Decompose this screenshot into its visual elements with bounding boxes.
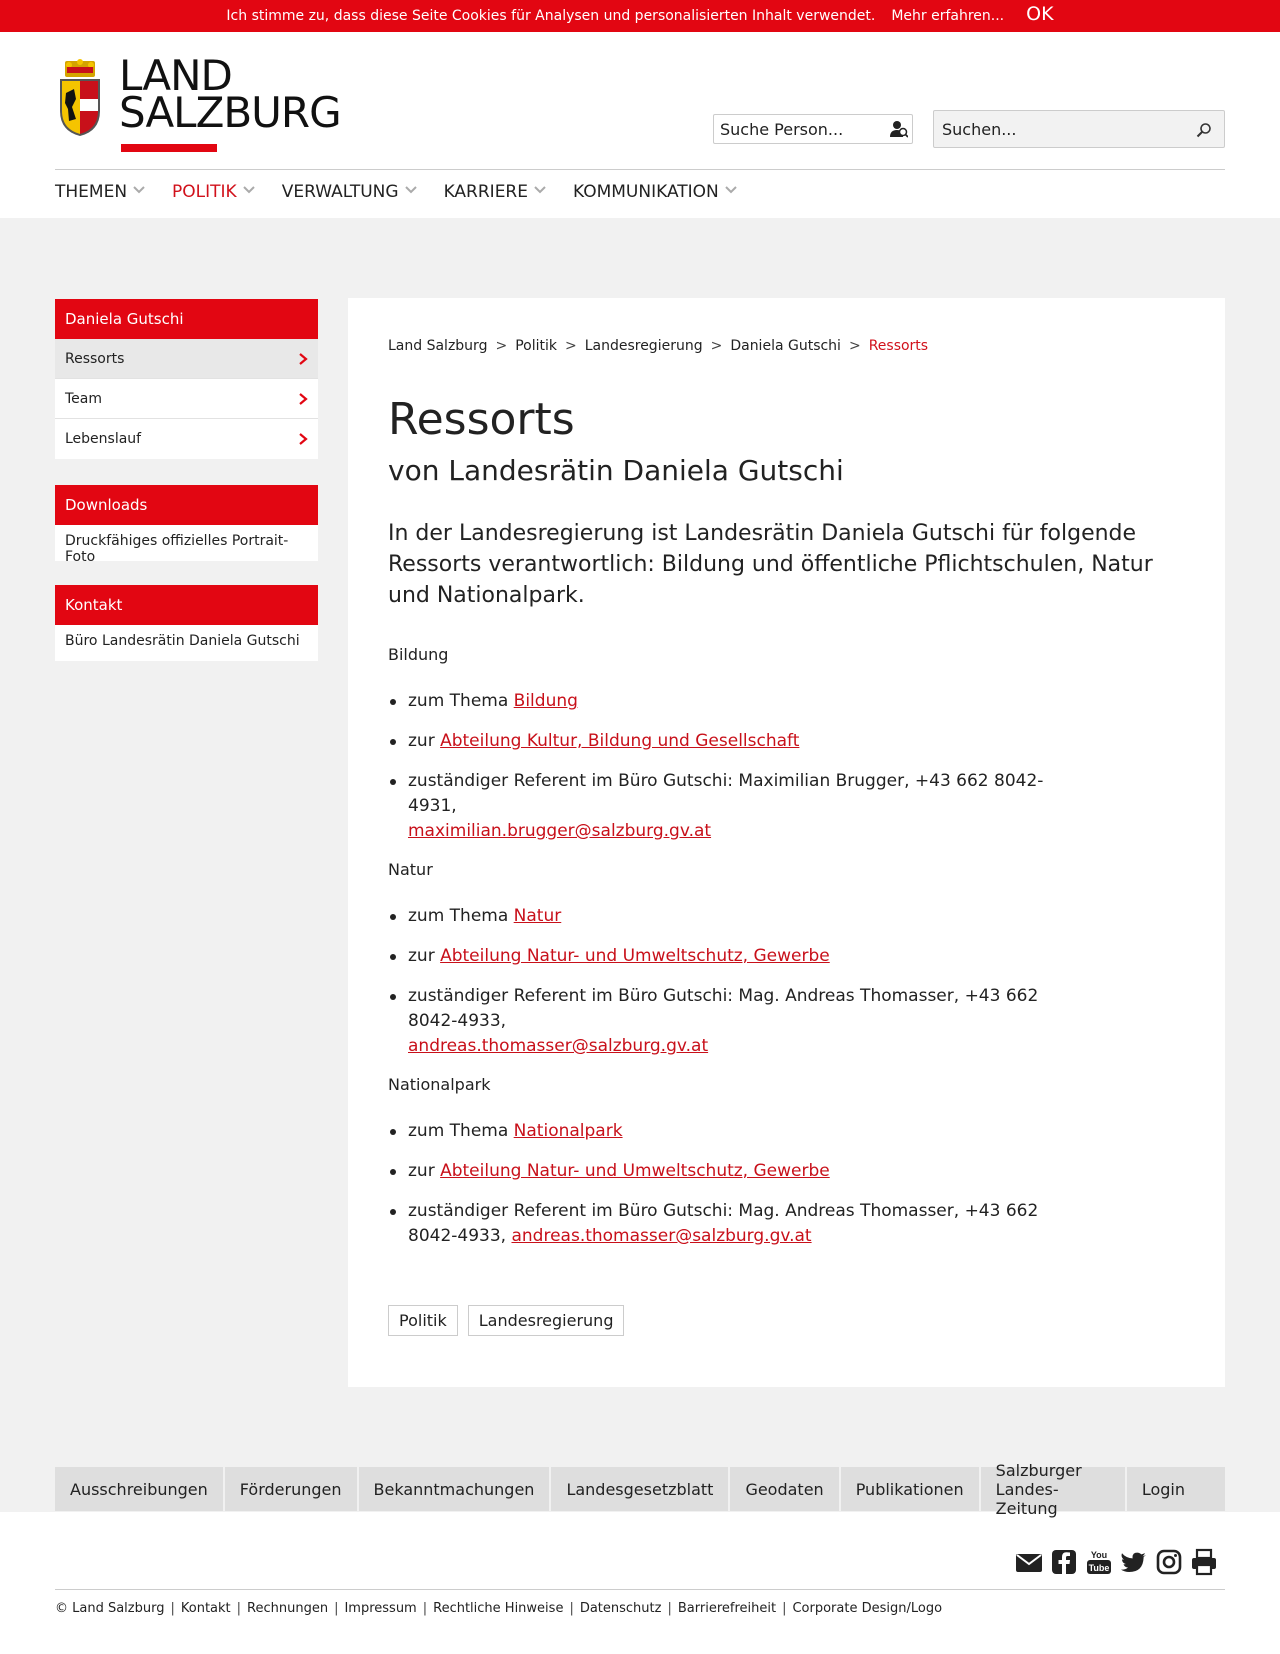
list-item — [388, 689, 1068, 714]
footer-link-foerderungen[interactable]: Förderungen — [225, 1467, 359, 1511]
list-item-text: zur — [408, 1161, 441, 1181]
page-lead: In der Landesregierung ist Landesrätin Daniela Gutschi für folgende Ressorts verantwortlich: Bildung und öffentliche Pflichtschulen, Natur und Nationalpark. — [388, 521, 1153, 608]
list-item-text: zum Thema — [408, 691, 514, 711]
main-content — [348, 298, 1225, 1387]
twitter-icon[interactable] — [1120, 1548, 1148, 1576]
footer-link-login[interactable]: Login — [1141, 1479, 1185, 1499]
social-icons — [1015, 1548, 1218, 1576]
sidebar-item-team[interactable] — [55, 379, 318, 419]
list-item — [388, 729, 1068, 754]
mail-icon[interactable] — [1015, 1548, 1043, 1576]
print-icon[interactable] — [1190, 1548, 1218, 1576]
coat-of-arms-icon — [57, 59, 103, 137]
chevron-down-icon — [243, 184, 255, 196]
breadcrumb-item[interactable]: Landesregierung — [584, 338, 703, 354]
header-divider — [55, 169, 1225, 170]
breadcrumb-separator: > — [564, 338, 577, 354]
email-link[interactable]: andreas.thomasser@salzburg.gv.at — [408, 1036, 709, 1056]
footer-divider — [55, 1589, 1225, 1590]
chevron-right-icon — [298, 393, 308, 405]
download-portrait-link[interactable]: Druckfähiges offizielles Portrait-Foto — [55, 525, 318, 561]
sidebar-item-label: Lebenslauf — [65, 431, 142, 447]
sidebar-item-label: Team — [65, 390, 103, 407]
cookie-more-link[interactable]: Mehr erfahren... — [891, 8, 1005, 24]
abteilung-link[interactable]: Abteilung Kultur, Bildung und Gesellschaft — [440, 731, 800, 751]
breadcrumb-separator: > — [495, 338, 508, 354]
youtube-icon[interactable] — [1085, 1548, 1113, 1576]
legal-link-corporate-design[interactable]: Corporate Design/Logo — [792, 1601, 943, 1616]
nav-themen-label: THEMEN — [55, 182, 128, 202]
facebook-icon[interactable] — [1050, 1548, 1078, 1576]
land-salzburg-logo[interactable] — [55, 51, 345, 155]
search-icon[interactable] — [1196, 122, 1212, 138]
svg-text:You: You — [1090, 1550, 1108, 1560]
legal-separator: | — [569, 1601, 574, 1616]
tag-politik[interactable]: Politik — [388, 1305, 458, 1336]
list-item — [388, 1119, 1048, 1144]
list-item — [388, 944, 1068, 969]
legal-link-rechnungen[interactable]: Rechnungen — [247, 1601, 329, 1616]
chevron-down-icon — [725, 184, 737, 196]
site-search-input[interactable] — [933, 110, 1225, 148]
legal-separator: | — [170, 1601, 175, 1616]
email-link[interactable]: maximilian.brugger@salzburg.gv.at — [408, 821, 712, 841]
person-search-input[interactable] — [713, 114, 913, 144]
sidebar-person-title[interactable]: Daniela Gutschi — [55, 299, 318, 339]
abteilung-link[interactable]: Abteilung Natur- und Umweltschutz, Gewerbe — [440, 1161, 830, 1181]
footer-link-publikationen[interactable]: Publikationen — [841, 1467, 981, 1511]
chevron-down-icon — [405, 184, 417, 196]
nav-karriere-label: KARRIERE — [443, 182, 528, 202]
section-title: Nationalpark — [388, 1075, 491, 1094]
legal-separator: | — [422, 1601, 428, 1616]
footer-link-bekanntmachungen[interactable]: Bekanntmachungen — [359, 1467, 552, 1511]
tag-list — [388, 1305, 624, 1336]
legal-links — [55, 1601, 942, 1616]
chevron-down-icon — [534, 184, 546, 196]
footer-nav — [55, 1460, 1225, 1518]
chevron-right-icon — [298, 353, 308, 365]
copyright: © Land Salzburg — [55, 1601, 165, 1616]
cookie-bar — [0, 0, 1280, 32]
section-list — [388, 1119, 1048, 1264]
section-list — [388, 904, 1068, 1074]
section-list — [388, 689, 1068, 859]
cookie-ok-button[interactable]: OK — [1026, 3, 1054, 25]
cookie-text: Ich stimme zu, dass diese Seite Cookies für Analysen und personalisierten Inhalt verwendet. — [226, 8, 876, 24]
person-search-icon[interactable] — [890, 120, 908, 138]
list-item — [388, 1159, 1048, 1184]
legal-link-kontakt[interactable]: Kontakt — [180, 1601, 231, 1616]
email-link[interactable]: andreas.thomasser@salzburg.gv.at — [511, 1226, 812, 1246]
svg-text:Tube: Tube — [1088, 1563, 1110, 1573]
sidebar-contact-box — [55, 585, 318, 661]
page-subtitle: von Landesrätin Daniela Gutschi — [388, 454, 844, 487]
legal-separator: | — [236, 1601, 242, 1616]
list-item — [388, 984, 1068, 1059]
list-item-text: zur — [408, 946, 441, 966]
nav-themen[interactable] — [55, 182, 145, 202]
site-search-placeholder: Suchen... — [942, 119, 1017, 139]
instagram-icon[interactable] — [1155, 1548, 1183, 1576]
footer-link-landes-zeitung[interactable]: Salzburger Landes-Zeitung — [981, 1467, 1127, 1511]
list-item-text: zur — [408, 731, 441, 751]
breadcrumb-separator: > — [848, 338, 861, 354]
page-title: Ressorts — [388, 394, 575, 445]
sidebar-downloads-title: Downloads — [55, 485, 318, 525]
referent-text: zuständiger Referent im Büro Gutschi: Mag. Andreas Thomasser, +43 662 8042-4933, — [408, 986, 1039, 1031]
sidebar-item-label: Ressorts — [65, 350, 125, 367]
sidebar-item-lebenslauf[interactable] — [55, 419, 318, 459]
breadcrumb-item[interactable]: Land Salzburg — [388, 338, 488, 354]
tag-landesregierung[interactable]: Landesregierung — [468, 1305, 625, 1336]
thema-link[interactable]: Bildung — [513, 691, 578, 711]
nav-verwaltung-label: VERWALTUNG — [281, 182, 399, 202]
footer-link-geodaten[interactable]: Geodaten — [730, 1467, 840, 1511]
nav-politik[interactable] — [172, 182, 255, 202]
abteilung-link[interactable]: Abteilung Natur- und Umweltschutz, Gewerbe — [440, 946, 830, 966]
logo-word-land: LAND — [119, 51, 232, 100]
nav-kommunikation-label: KOMMUNIKATION — [573, 182, 719, 202]
section-title: Bildung — [388, 645, 449, 664]
legal-separator: | — [667, 1601, 672, 1616]
logo-word-salzburg: SALZBURG — [119, 88, 341, 137]
legal-separator: | — [334, 1601, 339, 1616]
breadcrumb — [388, 338, 928, 354]
legal-separator: | — [782, 1601, 787, 1616]
sidebar-item-ressorts[interactable] — [55, 339, 318, 379]
list-item — [388, 769, 1068, 844]
sidebar-person-box — [55, 299, 318, 459]
person-search-placeholder: Suche Person... — [720, 119, 844, 139]
referent-text: zuständiger Referent im Büro Gutschi: Mag. Andreas Thomasser, +43 662 8042-4933, — [408, 1201, 1039, 1246]
footer-link-landesgesetzblatt[interactable]: Landesgesetzblatt — [551, 1467, 730, 1511]
main-nav — [55, 182, 764, 202]
logo-red-bar — [121, 144, 217, 152]
chevron-down-icon — [133, 184, 145, 196]
list-item — [388, 904, 1068, 929]
list-item — [388, 1199, 1048, 1249]
list-item-text: zum Thema — [408, 906, 514, 926]
legal-link-barrierefreiheit[interactable]: Barrierefreiheit — [677, 1601, 777, 1616]
thema-link[interactable]: Nationalpark — [513, 1121, 623, 1141]
nav-politik-label: POLITIK — [172, 182, 237, 202]
nav-kommunikation[interactable] — [573, 182, 737, 202]
nav-karriere[interactable] — [444, 182, 546, 202]
sidebar-downloads-box — [55, 485, 318, 565]
breadcrumb-item[interactable]: Daniela Gutschi — [730, 338, 841, 354]
contact-office-link[interactable]: Büro Landesrätin Daniela Gutschi — [55, 625, 318, 661]
breadcrumb-current: Ressorts — [868, 338, 929, 354]
legal-link-rechtliche-hinweise[interactable]: Rechtliche Hinweise — [433, 1601, 564, 1616]
thema-link[interactable]: Natur — [513, 906, 562, 926]
sidebar-contact-title: Kontakt — [55, 585, 318, 625]
nav-verwaltung[interactable] — [282, 182, 417, 202]
legal-link-datenschutz[interactable]: Datenschutz — [579, 1601, 662, 1616]
list-item-text: zum Thema — [408, 1121, 514, 1141]
section-title: Natur — [388, 860, 433, 879]
chevron-right-icon — [298, 433, 308, 445]
footer-link-ausschreibungen[interactable]: Ausschreibungen — [55, 1467, 225, 1511]
referent-text: zuständiger Referent im Büro Gutschi: Maximilian Brugger, +43 662 8042-4931, — [408, 771, 1044, 816]
legal-link-impressum[interactable]: Impressum — [344, 1601, 417, 1616]
breadcrumb-separator: > — [710, 338, 723, 354]
site-header — [0, 32, 1280, 218]
breadcrumb-item[interactable]: Politik — [515, 338, 557, 354]
